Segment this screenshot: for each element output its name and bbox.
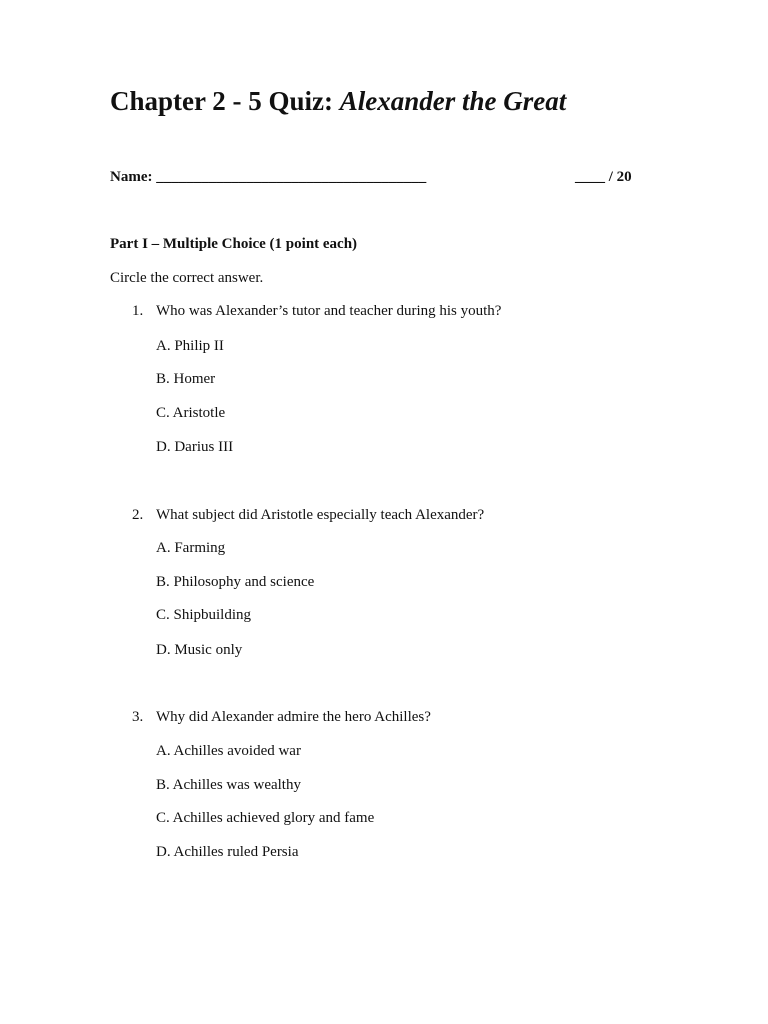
answer-option-a: A. Farming	[156, 540, 226, 556]
answer-option-d: D. Darius III	[156, 439, 234, 455]
part-heading: Part I – Multiple Choice (1 point each)	[110, 236, 358, 252]
question-text: Who was Alexander’s tutor and teacher during his youth?	[156, 303, 502, 319]
quiz-title-subject: Alexander the Great	[339, 86, 567, 116]
answer-option-a: A. Achilles avoided war	[156, 743, 301, 759]
answer-option-a: A. Philip II	[156, 338, 224, 354]
answer-option-d: D. Achilles ruled Persia	[156, 844, 299, 860]
question-text: What subject did Aristotle especially teach Alexander?	[156, 507, 485, 523]
answer-option-c: C. Achilles achieved glory and fame	[156, 810, 375, 826]
question-text: Why did Alexander admire the hero Achilles?	[156, 709, 431, 725]
answer-option-b: B. Achilles was wealthy	[156, 777, 301, 793]
answer-option-b: B. Homer	[156, 371, 216, 387]
score-field: ____ / 20	[575, 169, 632, 185]
answer-option-b: B. Philosophy and science	[156, 574, 315, 590]
quiz-title	[110, 84, 566, 118]
answer-option-d: D. Music only	[156, 642, 243, 658]
quiz-title-plain: Chapter 2 - 5 Quiz:	[110, 86, 340, 116]
question-number: 1.	[132, 303, 144, 319]
answer-option-c: C. Aristotle	[156, 405, 226, 421]
question-number: 2.	[132, 507, 144, 523]
instructions: Circle the correct answer.	[110, 270, 264, 286]
name-field-line: Name: ____________________________________	[110, 169, 427, 185]
answer-option-c: C. Shipbuilding	[156, 607, 252, 623]
question-number: 3.	[132, 709, 144, 725]
